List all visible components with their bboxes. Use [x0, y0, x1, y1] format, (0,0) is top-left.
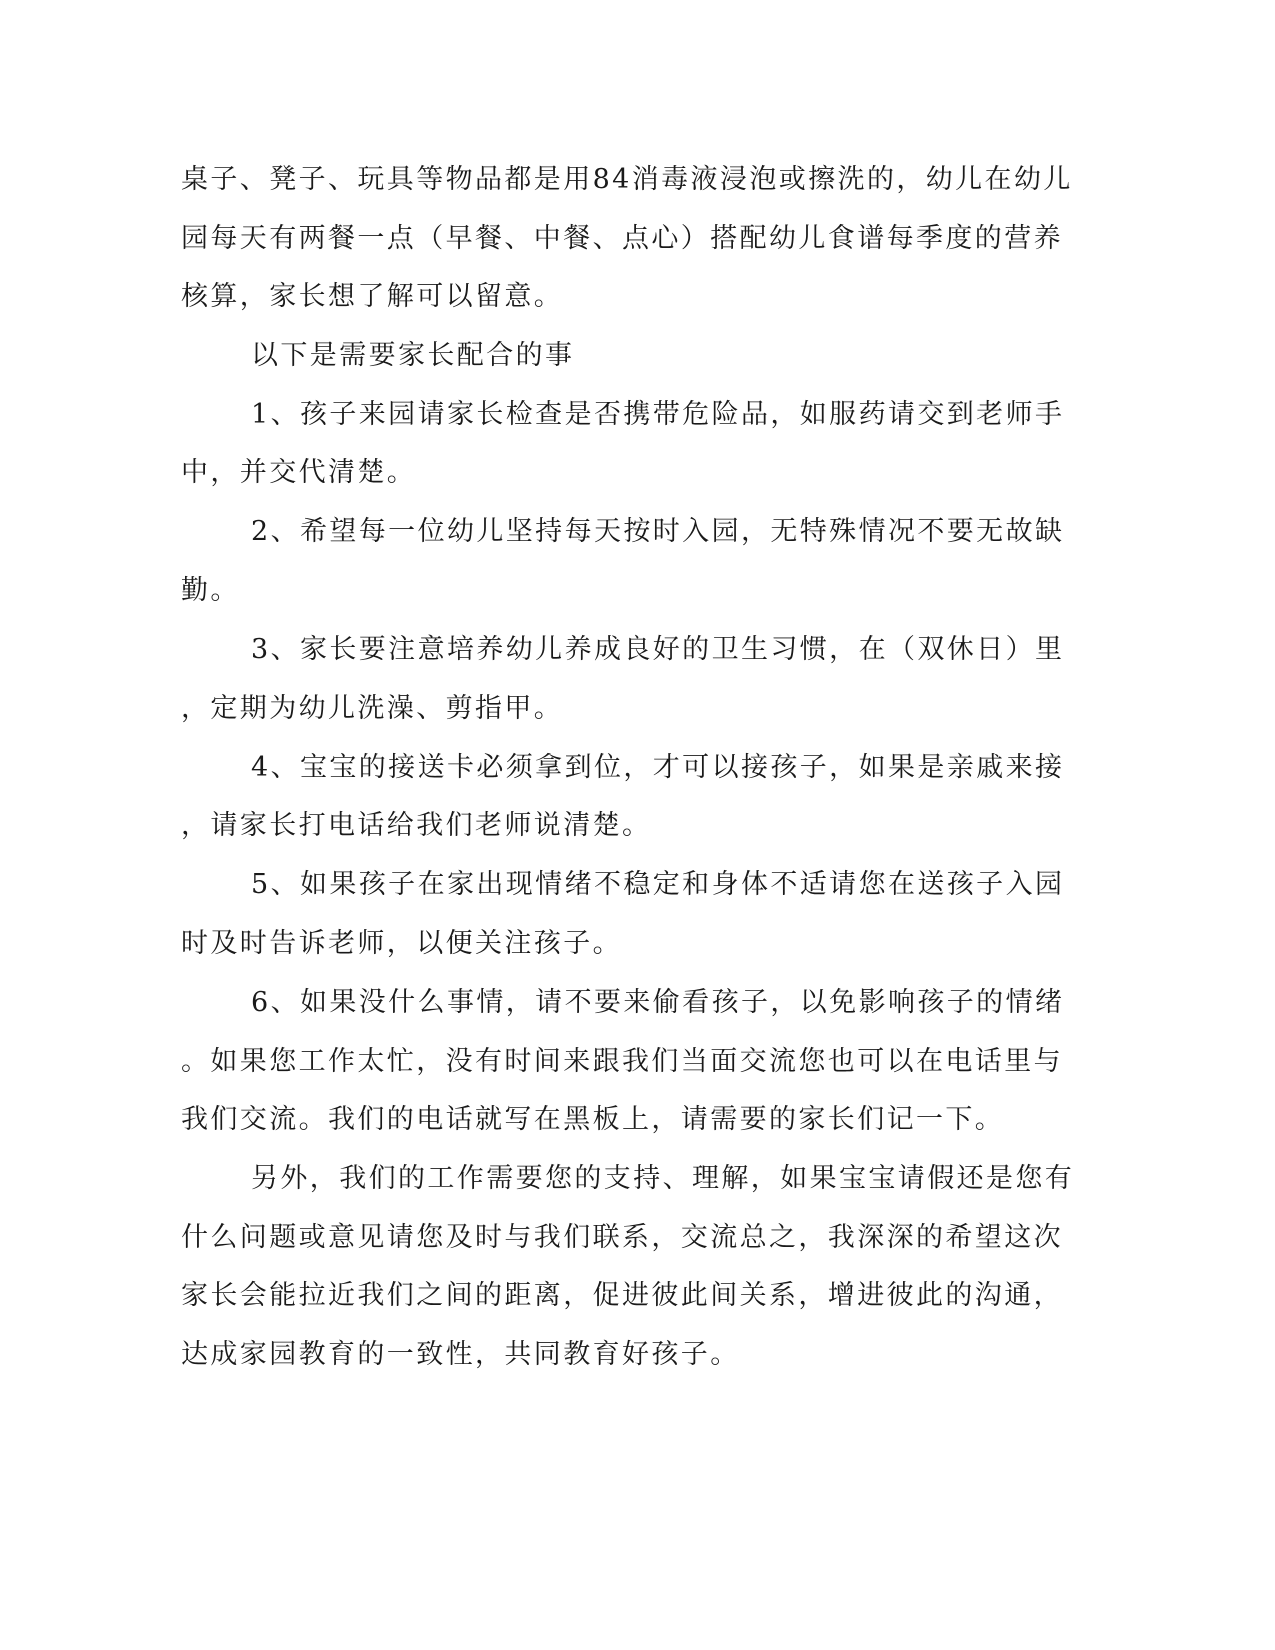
text-line: 6、如果没什么事情，请不要来偷看孩子，以免影响孩子的情绪	[251, 987, 1065, 1018]
text-line: ，定期为幼儿洗澡、剪指甲。	[181, 693, 564, 724]
text-line: 什么问题或意见请您及时与我们联系，交流总之，我深深的希望这次	[181, 1222, 1063, 1253]
text-line: 园每天有两餐一点（早餐、中餐、点心）搭配幼儿食谱每季度的营养	[181, 223, 1063, 254]
text-line: 桌子、凳子、玩具等物品都是用84消毒液浸泡或擦洗的，幼儿在幼儿	[181, 164, 1073, 195]
text-line: ，请家长打电话给我们老师说清楚。	[181, 810, 652, 841]
text-line: 以下是需要家长配合的事	[251, 340, 575, 371]
text-line: 2、希望每一位幼儿坚持每天按时入园，无特殊情况不要无故缺	[251, 516, 1065, 547]
text-line: 5、如果孩子在家出现情绪不稳定和身体不适请您在送孩子入园	[251, 869, 1065, 900]
text-line: 核算，家长想了解可以留意。	[181, 281, 564, 312]
text-line: 另外，我们的工作需要您的支持、理解，如果宝宝请假还是您有	[251, 1163, 1075, 1194]
text-line: 家长会能拉近我们之间的距离，促进彼此间关系，增进彼此的沟通，	[181, 1280, 1063, 1311]
text-line: 勤。	[181, 575, 240, 606]
text-line: 1、孩子来园请家长检查是否携带危险品，如服药请交到老师手	[251, 399, 1065, 430]
text-line: 达成家园教育的一致性，共同教育好孩子。	[181, 1339, 740, 1370]
text-line: 4、宝宝的接送卡必须拿到位，才可以接孩子，如果是亲戚来接	[251, 752, 1065, 783]
text-line: 3、家长要注意培养幼儿养成良好的卫生习惯，在（双休日）里	[251, 634, 1065, 665]
text-line: 中，并交代清楚。	[181, 457, 417, 488]
text-line: 我们交流。我们的电话就写在黑板上，请需要的家长们记一下。	[181, 1104, 1005, 1135]
text-line: 。如果您工作太忙，没有时间来跟我们当面交流您也可以在电话里与	[181, 1046, 1063, 1077]
text-line: 时及时告诉老师，以便关注孩子。	[181, 928, 622, 959]
